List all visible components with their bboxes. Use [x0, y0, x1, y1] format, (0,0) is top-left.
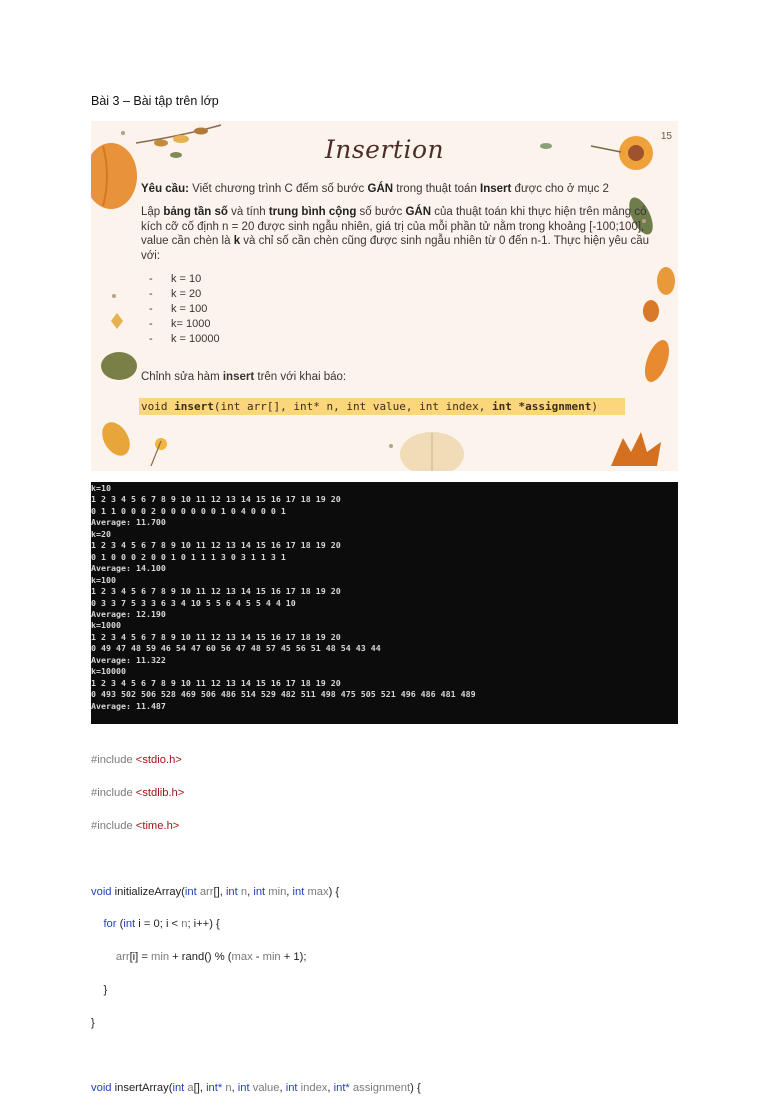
- console-output: [91, 482, 678, 724]
- code-line: void initializeArray(int arr[], int n, int min, int max) {: [91, 885, 340, 898]
- function-signature: void insert(int arr[], int* n, int value, int index, int *assignment): [139, 398, 625, 415]
- task-description: Lập bảng tần số và tính trung bình cộng số bước GÁN của thuật toán khi thực hiện trên mảng có kích cỡ cố định n = 20 được sinh ngẫu nhiên, giá trị của mỗi phần tử nằm trong khoảng [-100;100], value cần chèn là k và chỉ số cần chèn cũng được sinh ngẫu nhiên từ 0 đến n-1. Thực hiện yêu cầu với:: [141, 206, 650, 262]
- console-line: Average: 12.190: [91, 608, 166, 619]
- console-line: k=1000: [91, 620, 121, 631]
- source-code: [91, 736, 421, 1113]
- code-line: [91, 851, 421, 867]
- code-line: }: [103, 983, 108, 996]
- console-line: k=10: [91, 483, 111, 493]
- list-item: - k= 1000: [149, 317, 220, 332]
- console-line: 1 2 3 4 5 6 7 8 9 10 11 12 13 14 15 16 17 18 19 20: [91, 586, 341, 597]
- console-line: k=10000: [91, 666, 126, 677]
- console-line: 0 493 502 506 528 469 506 486 514 529 482 511 498 475 505 521 496 486 481 489: [91, 689, 476, 700]
- console-line: 1 2 3 4 5 6 7 8 9 10 11 12 13 14 15 16 17 18 19 20: [91, 631, 341, 642]
- code-line: }: [91, 1016, 95, 1029]
- console-line: Average: 11.487: [91, 700, 166, 711]
- code-line: #include <stdio.h>: [91, 754, 182, 767]
- console-line: 1 2 3 4 5 6 7 8 9 10 11 12 13 14 15 16 17 18 19 20: [91, 677, 341, 688]
- requirement-text: Yêu cầu: Viết chương trình C đếm số bước GÁN trong thuật toán Insert được cho ở mục 2: [141, 183, 609, 195]
- console-line: Average: 11.322: [91, 654, 166, 665]
- code-line: void insertArray(int a[], int* n, int value, int index, int* assignment) {: [91, 1082, 421, 1095]
- list-item: - k = 10: [149, 272, 220, 287]
- console-line: 0 1 0 0 0 2 0 0 1 0 1 1 1 3 0 3 1 1 3 1: [91, 551, 286, 562]
- page-heading: Bài 3 – Bài tập trên lớp: [91, 94, 219, 108]
- k-values-list: [149, 272, 220, 347]
- console-line: 0 3 3 7 5 3 3 6 3 4 10 5 5 6 4 5 5 4 4 10: [91, 597, 296, 608]
- code-line: arr[i] = min + rand() % (max - min + 1);: [115, 951, 307, 964]
- console-line: Average: 14.100: [91, 563, 166, 574]
- console-line: 0 49 47 48 59 46 54 47 60 56 47 48 57 45 56 51 48 54 43 44: [91, 643, 381, 654]
- console-line: 0 1 1 0 0 0 2 0 0 0 0 0 0 1 0 4 0 0 0 1: [91, 505, 286, 516]
- slide-title: Insertion: [324, 135, 445, 164]
- console-line: 1 2 3 4 5 6 7 8 9 10 11 12 13 14 15 16 17 18 19 20: [91, 540, 341, 551]
- code-line: for (int i = 0; i < n; i++) {: [103, 918, 220, 931]
- list-item: - k = 20: [149, 287, 220, 302]
- console-line: 1 2 3 4 5 6 7 8 9 10 11 12 13 14 15 16 17 18 19 20: [91, 494, 341, 505]
- console-line: k=20: [91, 528, 111, 539]
- list-item: - k = 100: [149, 302, 220, 317]
- code-line: [91, 1048, 421, 1064]
- code-line: #include <stdlib.h>: [91, 787, 185, 800]
- code-line: #include <time.h>: [91, 820, 180, 832]
- list-item: - k = 10000: [149, 332, 220, 347]
- slide-number: 15: [660, 131, 672, 142]
- console-line: k=100: [91, 574, 116, 585]
- console-line: Average: 11.700: [91, 517, 166, 528]
- edit-instruction: Chỉnh sửa hàm insert trên với khai báo:: [141, 371, 347, 383]
- insertion-slide: [91, 121, 678, 471]
